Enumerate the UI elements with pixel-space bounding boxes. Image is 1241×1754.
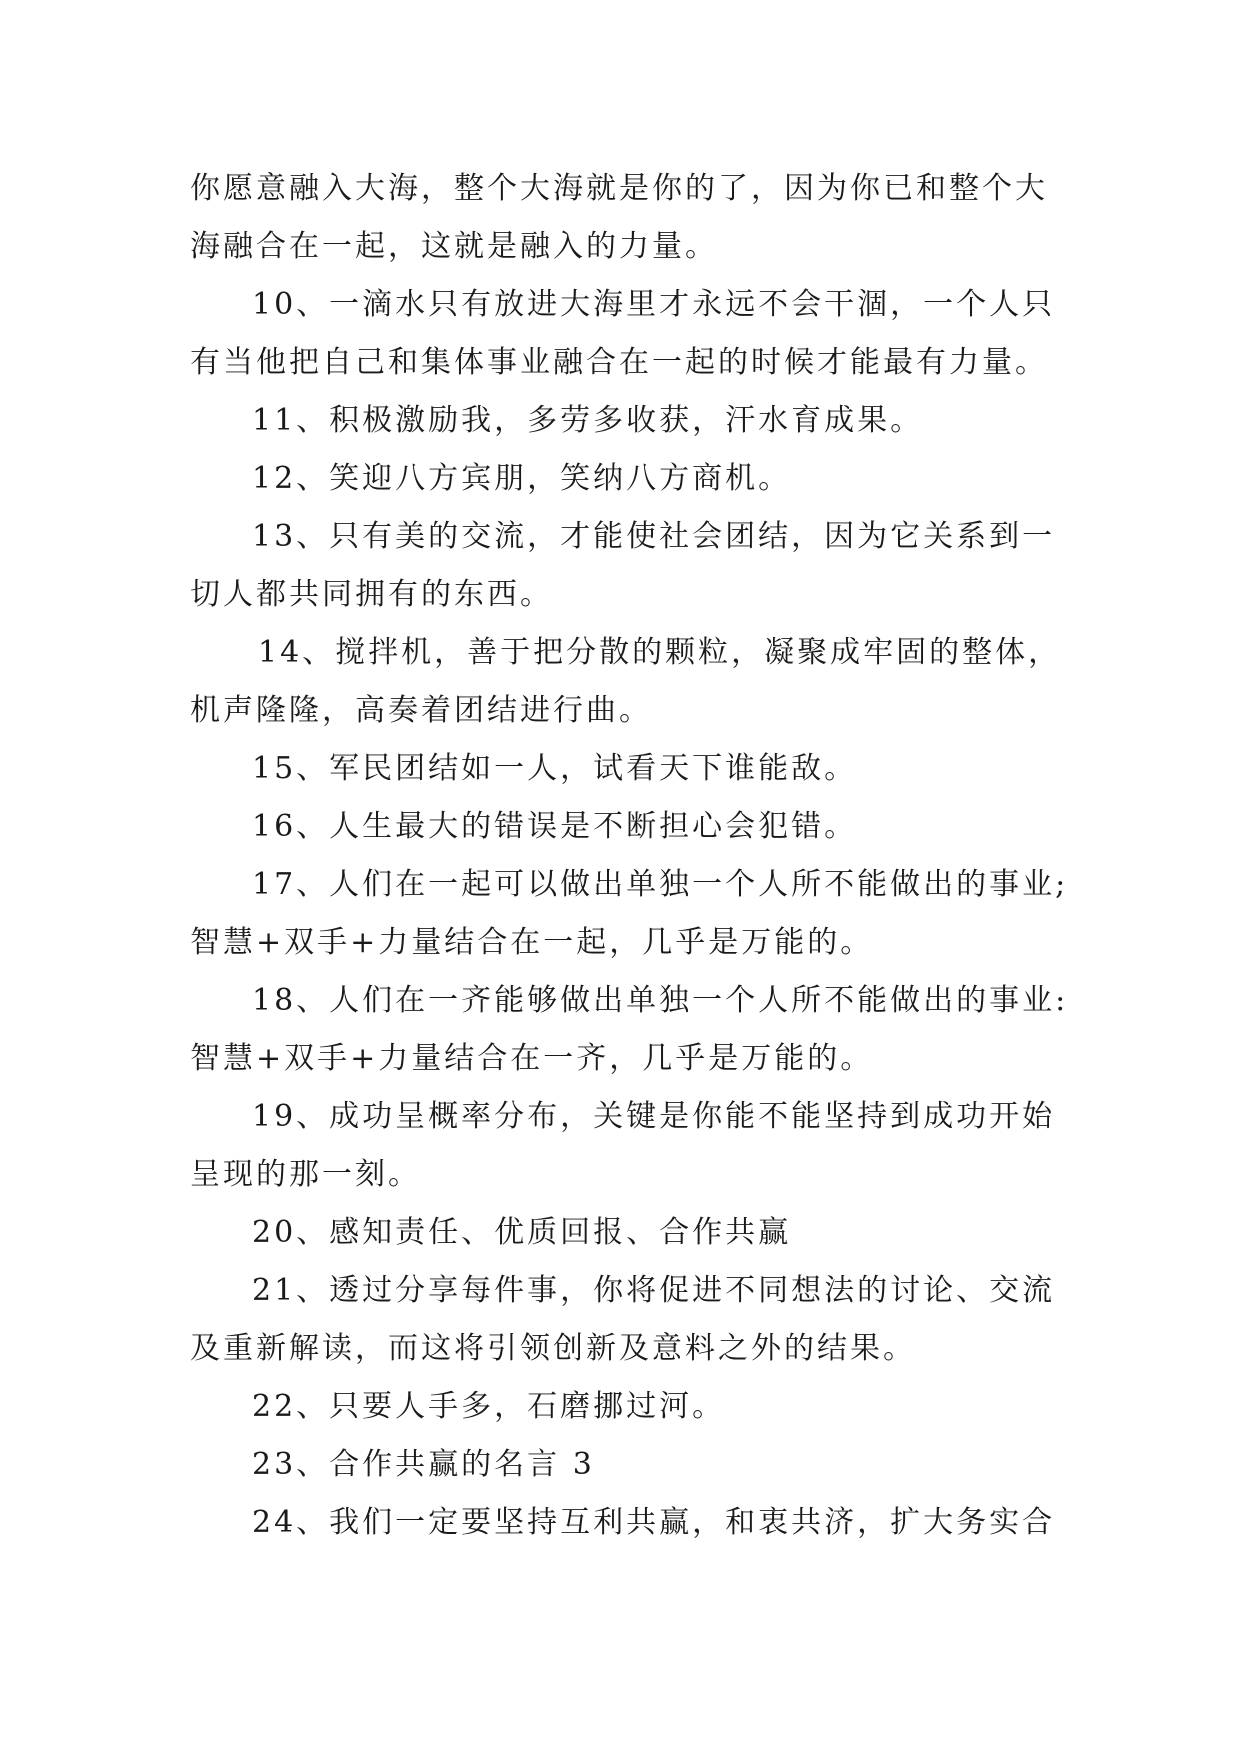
text-line: 有当他把自己和集体事业融合在一起的时候才能最有力量。 bbox=[190, 345, 1048, 380]
list-item-12: 12、笑迎八方宾朋，笑纳八方商机。 bbox=[252, 461, 792, 496]
list-item-22: 22、只要人手多，石磨挪过河。 bbox=[252, 1389, 726, 1424]
text-line: 智慧+双手+力量结合在一起，几乎是万能的。 bbox=[190, 925, 874, 960]
text-line: 机声隆隆，高奏着团结进行曲。 bbox=[190, 693, 652, 728]
list-item-10: 10、一滴水只有放进大海里才永远不会干涸，一个人只 bbox=[252, 287, 1056, 322]
list-item-17: 17、人们在一起可以做出单独一个人所不能做出的事业; bbox=[252, 867, 1069, 902]
list-item-14: 14、搅拌机，善于把分散的颗粒，凝聚成牢固的整体， bbox=[258, 635, 1062, 670]
text-line: 及重新解读，而这将引领创新及意料之外的结果。 bbox=[190, 1331, 916, 1366]
list-item-15: 15、军民团结如一人，试看天下谁能敌。 bbox=[252, 751, 858, 786]
text-line: 你愿意融入大海，整个大海就是你的了，因为你已和整个大 bbox=[190, 171, 1048, 206]
text-line: 呈现的那一刻。 bbox=[190, 1157, 421, 1192]
document-body bbox=[190, 160, 1069, 1552]
list-item-23: 23、合作共赢的名言 3 bbox=[252, 1447, 595, 1482]
text-line: 海融合在一起，这就是融入的力量。 bbox=[190, 229, 718, 264]
list-item-18: 18、人们在一齐能够做出单独一个人所不能做出的事业: bbox=[252, 983, 1069, 1018]
list-item-21: 21、透过分享每件事，你将促进不同想法的讨论、交流 bbox=[252, 1273, 1056, 1308]
text-line: 切人都共同拥有的东西。 bbox=[190, 577, 553, 612]
list-item-24: 24、我们一定要坚持互利共赢，和衷共济，扩大务实合 bbox=[252, 1505, 1056, 1540]
list-item-13: 13、只有美的交流，才能使社会团结，因为它关系到一 bbox=[252, 519, 1056, 554]
list-item-19: 19、成功呈概率分布，关键是你能不能坚持到成功开始 bbox=[252, 1099, 1056, 1134]
list-item-16: 16、人生最大的错误是不断担心会犯错。 bbox=[252, 809, 858, 844]
text-line: 智慧+双手+力量结合在一齐，几乎是万能的。 bbox=[190, 1041, 874, 1076]
list-item-20: 20、感知责任、优质回报、合作共赢 bbox=[252, 1215, 792, 1250]
list-item-11: 11、积极激励我，多劳多收获，汗水育成果。 bbox=[252, 403, 924, 438]
